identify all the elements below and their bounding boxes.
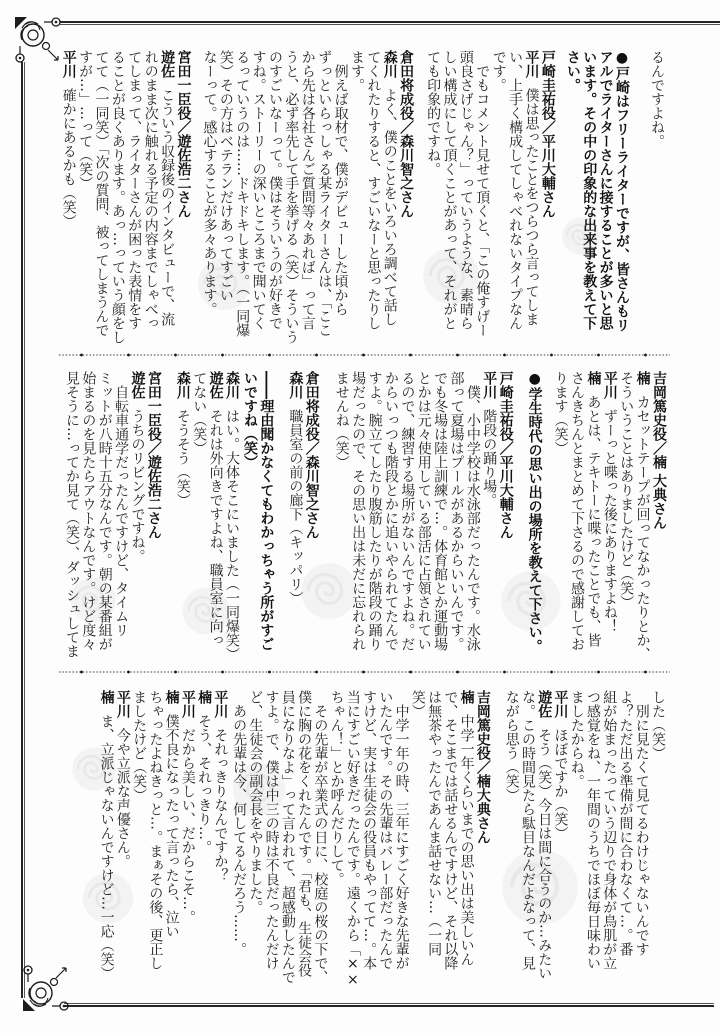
text-line: ちゃったよねきっと…。まぁその後、更正し [147, 690, 164, 970]
speech-line [381, 50, 397, 344]
text-line: さんきちんとまとめて下さるので感謝してお [569, 371, 586, 651]
text-line: すが…」…って（笑） [77, 50, 94, 190]
text-line: るんですよね。 [649, 50, 665, 148]
speaker-heading: 宮田一臣役／遊佐浩二さん [145, 371, 162, 539]
speech-text: 階段の踊り場。 [481, 409, 498, 507]
text-line: のすごいなーって。僕はそういうのが好きで [267, 50, 284, 330]
speaker-label: 遊佐 [536, 690, 553, 718]
speaker-label: 平川 [212, 690, 229, 718]
speech-text: そうそう（笑） [174, 409, 191, 507]
speaker-label: 平川 [552, 690, 569, 718]
text-line: ど、生徒会の副会長をやりました。 [247, 690, 264, 914]
speaker-label: 平川 [601, 371, 618, 399]
frame-bottom-border [64, 1003, 714, 1007]
text-line: 当にすごい好きだったんです。遠くから「×× [344, 690, 361, 988]
speech-line [163, 690, 179, 988]
text-line: しい構成にして頂くことがあって、それがと [441, 50, 458, 330]
text-line: 僕、小中学校は水泳部だったんです。水泳 [464, 371, 481, 651]
speech-text: そう、それっきり…。 [196, 714, 213, 854]
speaker-label: 楠 [98, 690, 115, 704]
text-line: てしまって、ライターさんが困った表情をす [126, 50, 143, 330]
text-line: すね。ストーリーの深いところまで聞いてく [250, 50, 267, 330]
text-line: ります（笑） [552, 371, 569, 455]
speech-text: そう（笑）今日は間に合うのか…みたい [536, 728, 553, 980]
speech-line [481, 371, 497, 661]
question-line: ●戸崎はフリーライターですが、皆さんもリ [614, 50, 631, 332]
question-line: いですね（笑） [242, 371, 259, 469]
speaker-label: 楠 [585, 371, 602, 385]
text-line: てくれたりすると、すごいなーと思ったりし [365, 50, 382, 330]
text-line: すよ。腕立てしたり腹筋したりが階段の踊り [366, 371, 383, 651]
question-line: ――理由聞かなくてもわかっちゃう所がすご [258, 371, 275, 651]
speech-line [196, 690, 212, 988]
text-line: すけど、実は生徒会の役員もやってて…。本 [361, 690, 378, 970]
text-line: ずっといらっしゃる某ライターさんは、「ここ [316, 50, 333, 337]
text-line: から先は各社さんご質問等々あれば」って言 [299, 50, 316, 330]
speech-text: よく、僕のことをいろいろ調べて話し [381, 88, 398, 326]
question-line: さい。 [564, 50, 581, 92]
speech-text: 僕不良になったって言ったら、泣い [163, 714, 180, 938]
speaker-label: 平川 [481, 371, 498, 399]
text-line: です。 [490, 50, 507, 92]
speech-line [536, 690, 552, 988]
text-line: てて（一同笑）「次の質問、被ってしまうんで [93, 50, 110, 337]
speaker-label: 楠 [634, 371, 651, 385]
speaker-label: 楠 [196, 690, 213, 704]
text-line: い、上手く構成してしゃべれないタイプなん [507, 50, 524, 330]
speech-text: それは外向きですよね、職員室に向っ [207, 409, 224, 647]
text-line: とかは元々使用している部活に占領されてい [415, 371, 432, 651]
speech-text: 職員室の前の廊下（キッパリ） [287, 409, 304, 605]
speech-line [523, 50, 539, 344]
speaker-label: 遊佐 [159, 50, 176, 78]
text-line: ませんね（笑） [333, 371, 350, 469]
speech-text: ずーっと喋った後にありますよね！ [601, 409, 618, 633]
speech-text: それっきりなんですか？ [212, 728, 229, 882]
speech-line [115, 690, 131, 988]
text-line: その先輩が卒業式の日に、校庭の桜の下で、 [312, 690, 329, 984]
speech-text: 今や立派な声優さん。 [114, 728, 131, 868]
text-line: ることが良くあります。あっ…っていう顔をし [109, 50, 126, 344]
text-line: 場だったので、その思い出は未だに忘れられ [350, 371, 367, 651]
text-line: 別に見たくて見てるわけじゃないんです [633, 690, 650, 956]
speech-line [458, 690, 474, 988]
speaker-label: 平川 [179, 690, 196, 718]
text-line: 員になりなよ」って言われて、超感動したんで [279, 690, 296, 984]
text-line: ましたからね。 [568, 690, 585, 788]
text-line: てない（笑） [191, 371, 208, 455]
text-line: ミットが八時十五分なんです。朝の某番組が [96, 371, 113, 651]
text-line: ちゃん！」とか呼んだりして。 [328, 690, 345, 886]
speech-text: ま、立派じゃないんですけど…一応（笑） [98, 714, 115, 980]
speaker-label: 森川 [381, 50, 398, 78]
question-line: います。その中の印象的な出来事を教えて下 [581, 50, 598, 330]
speaker-heading: 倉田将成役／森川智之さん [303, 371, 320, 539]
text-line: でもコメント見せて頂くと、「この俺すげー [474, 50, 491, 337]
speaker-label: 遊佐 [129, 371, 146, 399]
speaker-heading: 倉田将成役／森川智之さん [398, 50, 415, 218]
question-line: ●学生時代の思い出の場所を教えて下さい。 [526, 371, 543, 653]
speech-line [212, 690, 228, 988]
speech-line [159, 50, 175, 344]
text-line: ても印象的ですね。 [425, 50, 442, 176]
speaker-heading: 戸崎圭祐役／平川大輔さん [497, 371, 514, 539]
speaker-heading: 宮田一臣役／遊佐浩二さん [175, 50, 192, 218]
speech-line [174, 371, 190, 661]
speech-text: うちのリビングですね。 [129, 409, 146, 563]
text-line: からいっつも階段とかに追いやられてたんで [382, 371, 399, 651]
speech-line [287, 371, 303, 661]
speech-text: あとは、テキトーに喋ったことでも、皆 [585, 395, 602, 647]
speaker-label: 楠 [163, 690, 180, 704]
speech-text: カセットテープが回ってなかったりとか、 [634, 395, 651, 661]
speech-text: 僕は思ったことをつらつら言ってしま [523, 88, 540, 326]
text-line: るっていうのは……ドキドキします。（一同爆 [234, 50, 251, 337]
speaker-label: 平川 [114, 690, 131, 718]
text-line: でも冬場は陸上訓練で…。体育館とか運動場 [432, 371, 449, 651]
text-line: あの先輩は今、何してるんだろう……。 [231, 690, 248, 956]
text-line: すよ。で、僕は中三の時は不良だったんだけ [263, 690, 280, 970]
frame-top-border [60, 21, 720, 25]
speech-line [180, 690, 196, 988]
speech-text: 確かにあるかも（笑） [60, 88, 77, 228]
text-line: いたんです。その先輩はバレー部だったんで [377, 690, 394, 970]
speech-text: ほぼですか（笑） [552, 728, 569, 840]
text-line: 部って夏場はプールがあるからいいんです。 [448, 371, 465, 651]
text-line: 僕に胸の花をくれたんです。「君も、生徒会役 [296, 690, 313, 977]
speaker-label: 楠 [458, 690, 475, 704]
speaker-label: 遊佐 [207, 371, 224, 399]
text-line: 頭良さげじゃん？」っていうような、素晴ら [457, 50, 474, 330]
text-line: 例えば取材で、僕がデビューした頃から [332, 50, 349, 316]
speech-line [601, 371, 617, 661]
text-line: るので、練習する場所がないんですよね。だ [399, 371, 416, 651]
frame-left-border [21, 62, 25, 998]
text-line: ながら思う（笑） [503, 690, 520, 802]
text-line: よ？ただ出る準備が間に合わなくて…。番 [617, 690, 634, 956]
speech-text: 中学一年くらいまでの思い出は美しいん [458, 714, 475, 966]
section-school-memories-continued [98, 690, 666, 988]
text-line: 中学一年の時、三年にすごく好きな先輩が [393, 690, 410, 970]
text-line: ましたけど（笑） [131, 690, 148, 802]
text-line: は無茶やったんであんま話せない…（一同 [426, 690, 443, 956]
speaker-label: 森川 [224, 371, 241, 399]
speech-line [634, 371, 650, 661]
speech-line [552, 690, 568, 988]
speech-line [60, 50, 76, 344]
text-line: うと、必ず率先して手を挙げる（笑）そういう [283, 50, 300, 344]
question-line: アルでライターさんに接することが多いと思 [597, 50, 614, 330]
section-school-memories [64, 371, 667, 661]
speech-text: はい。大体そこにいました（一同爆笑） [224, 409, 241, 661]
text-line: で、そこまでは話せるんですけど、それ以降 [442, 690, 459, 970]
speaker-heading: 吉岡篤史役／楠 大典さん [651, 371, 667, 530]
text-line: な。この時間見たら駄目なんだよなって、見 [520, 690, 536, 970]
speech-line [98, 690, 114, 988]
dotted-separator [58, 353, 670, 357]
text-line: れのまま次に触れる予定の内容までしゃべっ [142, 50, 159, 330]
speaker-heading: 戸崎圭祐役／平川大輔さん [539, 50, 556, 218]
speech-text: こういう収録後のインタビューで、流 [159, 88, 176, 326]
speaker-label: 森川 [287, 371, 304, 399]
dotted-separator [58, 670, 670, 674]
section-writer-episodes [60, 50, 665, 344]
speaker-label: 平川 [523, 50, 540, 78]
speech-line [224, 371, 240, 661]
text-line: 笑）その方はベテランだけあってすごい [217, 50, 234, 302]
text-line: なーって。感心することが多々あります。 [201, 50, 218, 316]
text-line: 始まるのを見たらアウトなんです。けど度々 [80, 371, 97, 651]
flourish-corner-icon [20, 962, 72, 1014]
text-line: した（笑） [650, 690, 666, 760]
speaker-heading: 吉岡篤史役／楠大典さん [474, 690, 491, 844]
text-line: 見そうに…ってか見て（笑）、ダッシュしてま [63, 371, 80, 658]
speech-text: だから美しい、だからこそ…。 [179, 728, 196, 924]
text-line: 自転車通学だったんですけど、タイムリ [113, 371, 130, 637]
speech-line [129, 371, 145, 661]
speaker-label: 平川 [60, 50, 77, 78]
text-line: そういうことはありましたけど（笑） [618, 371, 635, 609]
speech-line [207, 371, 223, 661]
text-line: ます。 [348, 50, 365, 92]
text-line: つ感覚をね、一年間のうちでほぼ毎日味わい [585, 690, 601, 970]
speech-line [585, 371, 601, 661]
flourish-corner-icon [12, 14, 64, 66]
speaker-label: 森川 [174, 371, 191, 399]
text-line: 笑） [409, 690, 426, 718]
text-line: 組が始まったっていう辺りで身体が鳥肌が立 [601, 690, 618, 970]
